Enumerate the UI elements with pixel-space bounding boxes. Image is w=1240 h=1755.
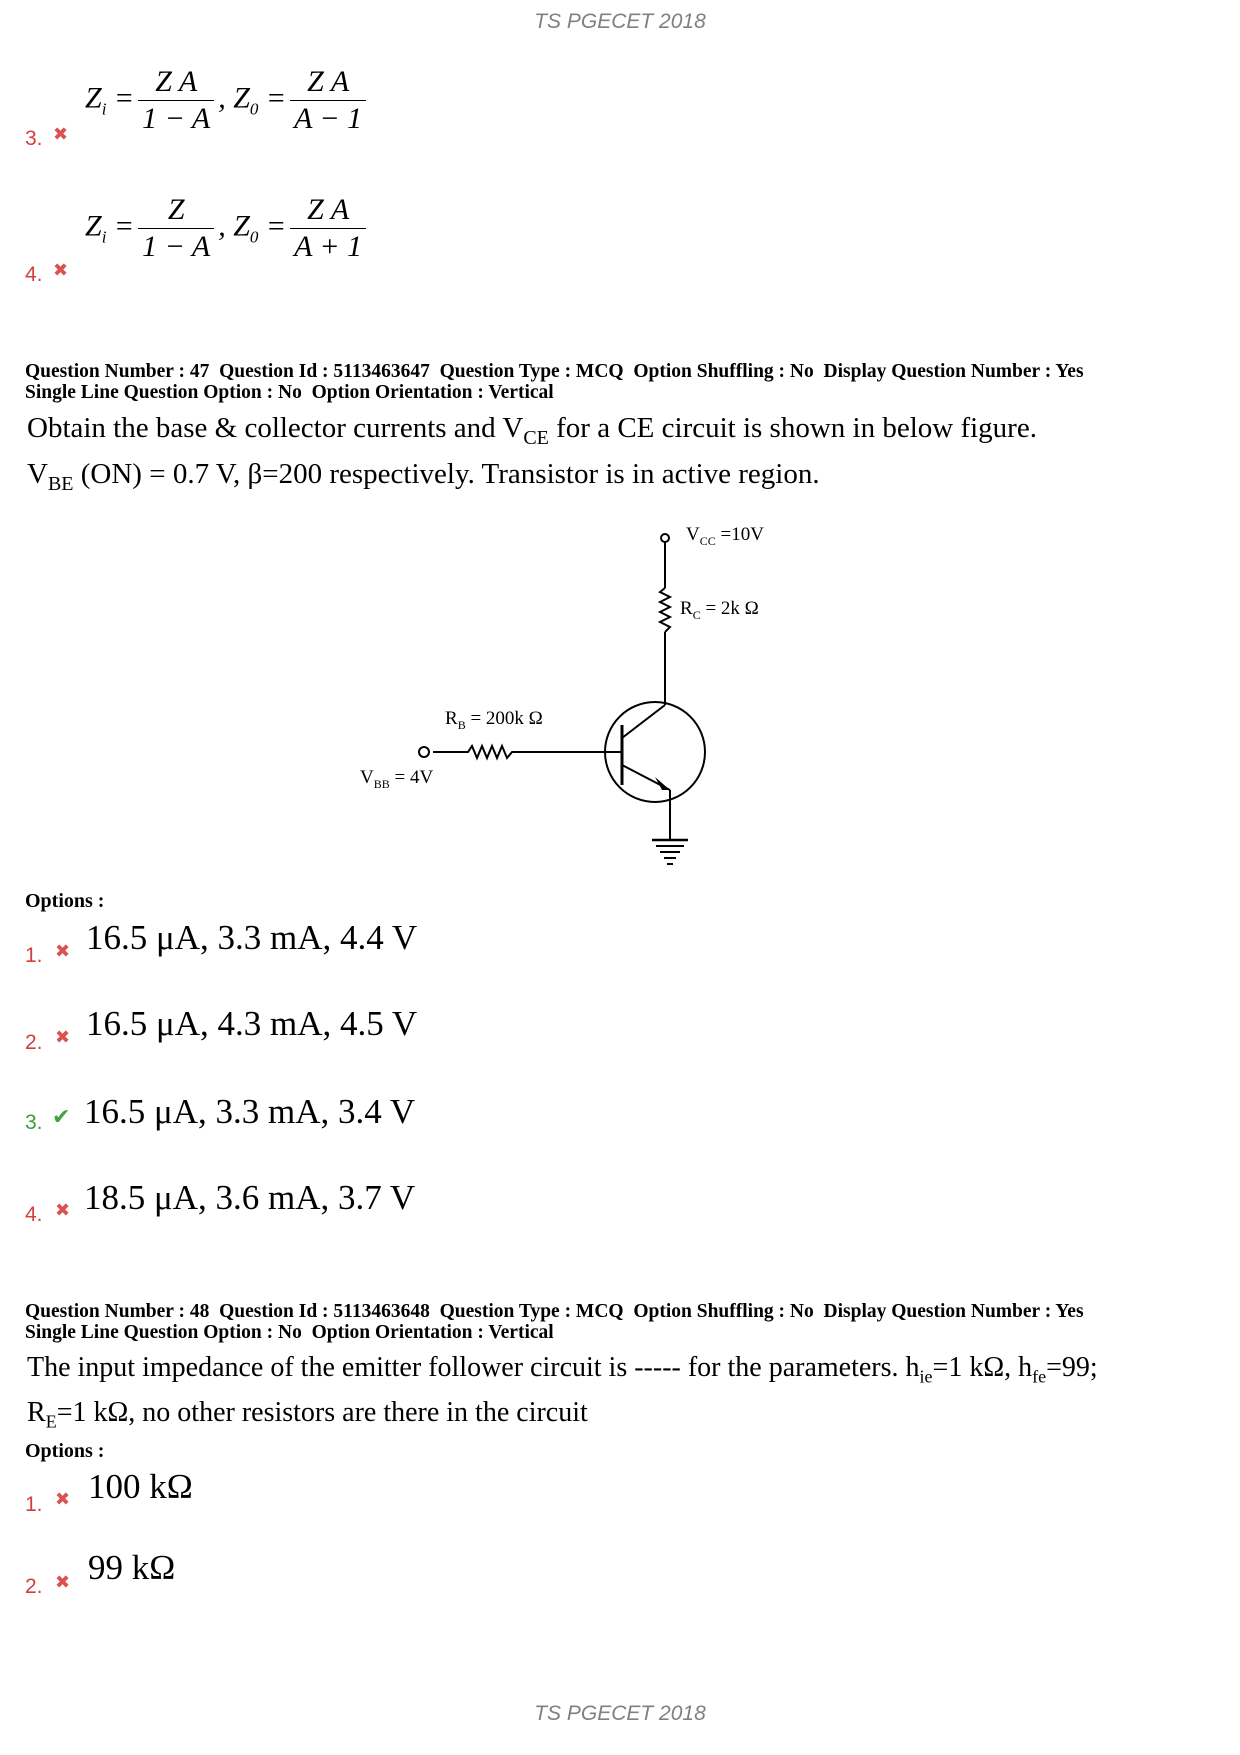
option-text: 16.5 μA, 4.3 mA, 4.5 V (86, 1004, 418, 1043)
option-number: 4. (25, 1203, 43, 1226)
rb-resistor (433, 746, 513, 758)
option-text: 16.5 μA, 3.3 mA, 3.4 V (84, 1092, 416, 1131)
wrong-icon: ✖ (55, 1027, 71, 1048)
option-number: 3. (25, 127, 43, 150)
question-meta: Single Line Question Option : No Option Orientation : Vertical (25, 1322, 554, 1343)
option-text: 100 kΩ (88, 1467, 193, 1506)
question-meta: Single Line Question Option : No Option Orientation : Vertical (25, 382, 554, 403)
options-label: Options : (25, 1440, 105, 1462)
option-formula: $Z_i$ = $\frac{\text{Z A}}{1 - A}$ , $Z_0$ = $\frac{\text{Z A}}{A - 1}$ (85, 64, 370, 137)
wrong-icon: ✖ (55, 941, 71, 962)
vbb-terminal (419, 747, 429, 757)
vcc-terminal (661, 534, 669, 542)
rc-label: $R_C = 2k$ Ω (680, 598, 759, 622)
option-formula: $Z_i$ = $\frac{Z}{1 - A}$ , $Z_0$ = $\frac{\text{Z A}}{A + 1}$ (85, 192, 370, 265)
question-meta: Question Number : 48 Question Id : 5113463648 Question Type : MCQ Option Shuffling : No Display Question Number : Yes (25, 1301, 1084, 1322)
rc-resistor (660, 588, 670, 632)
vbb-label: $V_{BB} = 4V$ (360, 767, 434, 791)
wrong-icon: ✖ (55, 1489, 71, 1510)
option-text: 16.5 μA, 3.3 mA, 4.4 V (86, 918, 418, 957)
question-text: The input impedance of the emitter follower circuit is ----- for the parameters. $h_{ie}=1$ kΩ, $h_{fe}=99$; $R_E=1$ kΩ, no other resistors are there in the circuit (27, 1352, 1098, 1432)
page-header: TS PGECET 2018 (534, 10, 706, 33)
correct-icon: ✔ (52, 1105, 71, 1130)
options-label: Options : (25, 890, 105, 912)
option-text: 18.5 μA, 3.6 mA, 3.7 V (84, 1178, 416, 1217)
wrong-icon: ✖ (55, 1200, 71, 1221)
question-meta: Question Number : 47 Question Id : 5113463647 Question Type : MCQ Option Shuffling : No Display Question Number : Yes (25, 361, 1084, 382)
option-number: 1. (25, 1493, 43, 1516)
option-number: 2. (25, 1575, 43, 1598)
wrong-icon: ✖ (53, 124, 69, 145)
rb-label: $R_B = 200k$ Ω (445, 708, 543, 732)
option-text: 99 kΩ (88, 1548, 176, 1587)
option-number: 3. (25, 1111, 43, 1134)
vcc-label: $V_{CC} =10V$ (686, 524, 764, 548)
page-footer: TS PGECET 2018 (534, 1702, 706, 1725)
option-number: 2. (25, 1031, 43, 1054)
option-number: 4. (25, 263, 43, 286)
wrong-icon: ✖ (55, 1572, 71, 1593)
option-number: 1. (25, 944, 43, 967)
question-text: Obtain the base & collector currents and $V_{CE}$ for a CE circuit is shown in below figure. $V_{BE}$ (ON) = 0.7 V, β=200 respectively. Transistor is in active region. (27, 412, 1037, 495)
wrong-icon: ✖ (53, 260, 69, 281)
